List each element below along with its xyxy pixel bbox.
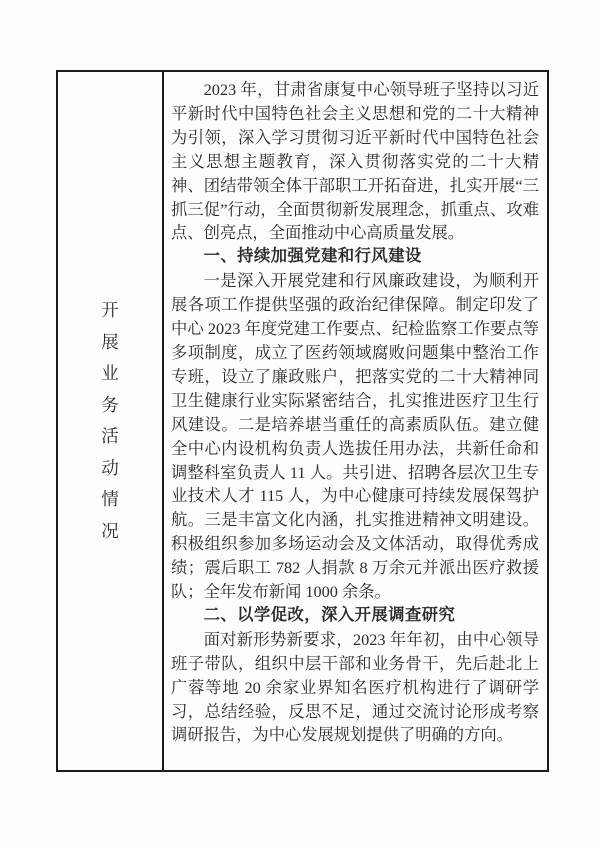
row-label-cell xyxy=(58,72,164,770)
row-label-char: 务 xyxy=(101,394,119,415)
row-label-char: 动 xyxy=(101,457,119,478)
row-label-char: 开 xyxy=(101,300,119,320)
row-label-char: 情 xyxy=(101,489,119,509)
intro-paragraph: 2023 年，甘肃省康复中心领导班子坚持以习近平新时代中国特色社会主义思想和党的二十大精神为引领，深入学习贯彻习近平新时代中国特色社会主义思想主题教育，深入贯彻落实党的二十大精神、团结带领全体干部职工开拓奋进，扎实开展“三抓三促”行动，全面贯彻新发展理念，抓重点、攻难点、创亮点，全面推动中心高质量发展。 xyxy=(171,80,539,243)
report-content-cell xyxy=(164,72,547,770)
row-label-char: 况 xyxy=(101,520,119,541)
report-table xyxy=(56,70,549,772)
section-1-paragraph: 一是深入开展党建和行风廉政建设，为顺利开展各项工作提供坚强的政治纪律保障。制定印发了中心 2023 年度党建工作要点、纪检监察工作要点等多项制度，成立了医药领域腐败问题集中整治工作专班，设立了廉政账户，把落实党的二十大精神同卫生健康行业实际紧密结合，扎实推进医疗卫生行风建设。二是培养堪当重任的高素质队伍。建立健全中心内设机构负责人选拔任用办法，共新任命和调整科室负责人 11 人。共引进、招聘各层次卫生专业技术人才 115 人，为中心健康可持续发展保驾护航。三是丰富文化内涵，扎实推进精神文明建设。积极组织参加多场运动会及文体活动，取得优秀成绩；震后职工 782 人捐款 8 万余元并派出医疗救援队；全年发布新闻 1000 余条。 xyxy=(171,271,539,602)
row-label-char: 展 xyxy=(101,331,119,352)
section-1-heading: 一、持续加强党建和行风建设 xyxy=(203,247,422,266)
row-label-char: 活 xyxy=(101,426,119,446)
section-2-heading: 二、以学促改，深入开展调查研究 xyxy=(203,605,456,624)
row-label-char: 业 xyxy=(101,363,119,383)
section-2-paragraph: 面对新形势新要求，2023 年年初，由中心领导班子带队，组织中层干部和业务骨干，先后赴北上广蓉等地 20 余家业界知名医疗机构进行了调研学习，总结经验，反思不足，通过交流讨论形成考察调研报告，为中心发展规划提供了明确的方向。 xyxy=(171,629,539,745)
